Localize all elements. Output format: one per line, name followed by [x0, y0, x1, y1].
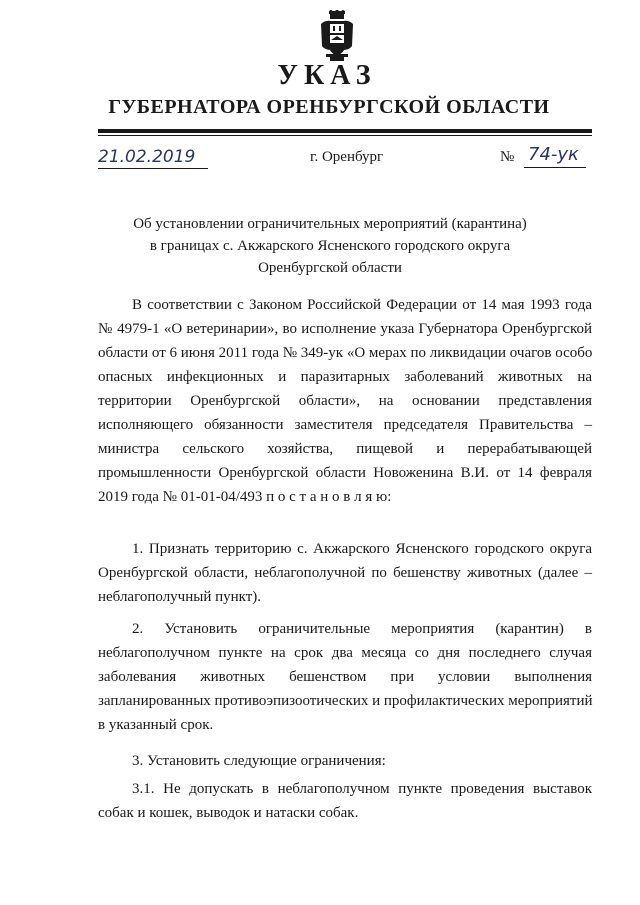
- subject-line: в границах с. Акжарского Ясненского городского округа: [149, 238, 511, 254]
- preamble-line: промышленности Оренбургской области Новоженина В.И. от 14 февраля: [98, 465, 592, 481]
- preamble-paragraph: [98, 293, 592, 509]
- subject-line: Оренбургской области: [258, 260, 402, 276]
- header-rule-thin: [98, 135, 592, 136]
- decree-city: г. Оренбург: [310, 149, 384, 165]
- preamble-line: исполняющего обязанности заместителя председателя Правительства –: [98, 417, 592, 433]
- item-2-paragraph: [98, 617, 592, 737]
- preamble-line: № 4979-1 «О ветеринарии», во исполнение указа Губернатора Оренбургской: [98, 321, 592, 337]
- coat-of-arms-icon: [317, 10, 357, 62]
- decree-number: 74-ук: [528, 144, 579, 165]
- date-underline: [98, 168, 208, 169]
- item-1-paragraph: [98, 537, 592, 609]
- item-3-1-paragraph: [98, 777, 592, 825]
- number-prefix: №: [500, 149, 515, 165]
- number-underline: [524, 167, 586, 168]
- preamble-line: В соответствии с Законом Российской Федерации от 14 мая 1993 года: [132, 297, 592, 313]
- preamble-line: области от 6 июня 2011 года № 349-ук «О мерах по ликвидации очагов особо: [98, 345, 593, 361]
- preamble-line: 2019 года № 01-01-04/493 п о с т а н о в л я ю:: [98, 489, 392, 505]
- subject-line: Об установлении ограничительных мероприятий (карантина): [133, 216, 527, 232]
- item-line: в указанный срок.: [98, 717, 214, 733]
- header-rule-thick: [98, 129, 592, 133]
- decree-date: 21.02.2019: [98, 147, 196, 167]
- item-line: Оренбургской области, неблагополучной по бешенству животных (далее –: [98, 565, 592, 581]
- item-line: неблагополучный пункт).: [98, 589, 262, 605]
- item-line: 1. Признать территорию с. Акжарского Ясненского городского округа: [132, 541, 592, 557]
- item-3-paragraph: [98, 749, 592, 773]
- item-line: запланированных противоэпизоотических и профилактических мероприятий: [98, 693, 593, 709]
- preamble-line: опасных инфекционных и паразитарных заболеваний животных на: [98, 369, 592, 385]
- issuer-title: ГУБЕРНАТОРА ОРЕНБУРГСКОЙ ОБЛАСТИ: [108, 96, 550, 118]
- item-line: 2. Установить ограничительные мероприятия (карантин) в: [132, 621, 592, 637]
- preamble-line: территории Оренбургской области», на основании представления: [98, 393, 592, 409]
- decree-title: УКАЗ: [277, 60, 377, 91]
- preamble-line: министра сельского хозяйства, пищевой и перерабатывающей: [98, 441, 592, 457]
- item-line: заболевания животных бешенством при условии выполнения: [98, 669, 592, 685]
- item-line: неблагополучном пункте на срок два месяца со дня последнего случая: [98, 645, 592, 661]
- decree-subject: [0, 213, 640, 279]
- item-line: 3.1. Не допускать в неблагополучном пункте проведения выставок: [132, 781, 592, 797]
- item-line: 3. Установить следующие ограничения:: [132, 753, 386, 769]
- item-line: собак и кошек, выводок и натаски собак.: [98, 805, 359, 821]
